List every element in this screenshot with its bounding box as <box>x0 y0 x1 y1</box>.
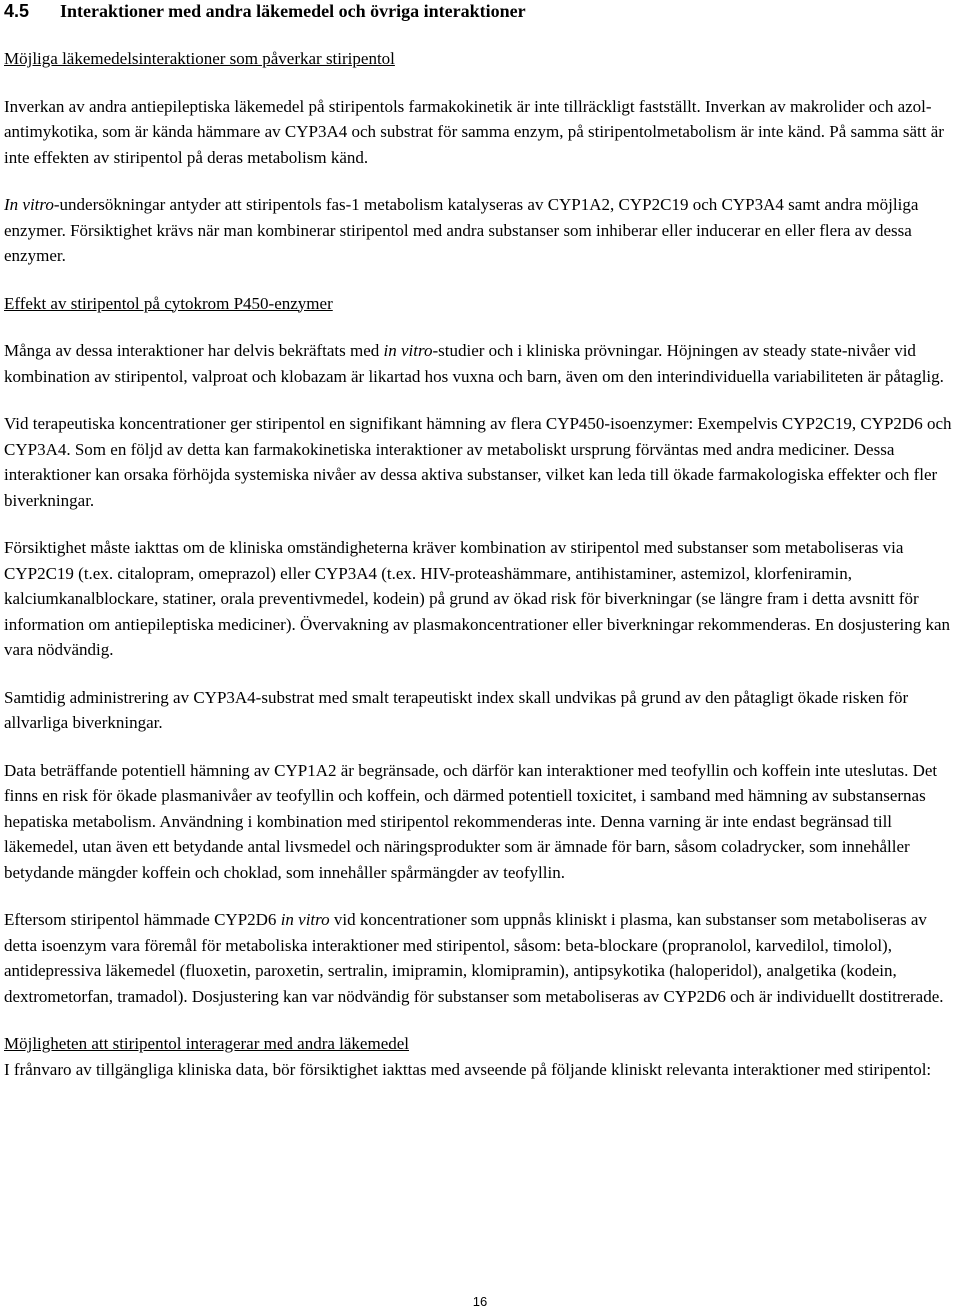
subheading-possible-interactions: Möjligheten att stiripentol interagerar med andra läkemedel <box>4 1034 410 1053</box>
paragraph-clinical-data-absence: I frånvaro av tillgängliga kliniska data, bör försiktighet iakttas med avseende på följande kliniskt relevanta interaktioner med stiripentol: <box>4 1059 932 1079</box>
paragraph-in-vitro-metabolism <box>4 192 958 269</box>
paragraph-therapeutic-concentrations: Vid terapeutiska koncentrationer ger stiripentol en signifikant hämning av flera CYP450-isoenzymer: Exempelvis CYP2C19, CYP2D6 och CYP3A4. Som en följd av detta kan farmakokinetiska interaktioner av metaboliskt ursprung förväntas med andra mediciner. Dessa interaktioner kan orsaka förhöjda systemiska nivåer av dessa aktiva substanser, vilket kan leda till ökade farmakologiska effekter och fler biverkningar. <box>4 414 952 510</box>
paragraph-caution-cyp2c19-cyp3a4: Försiktighet måste iakttas om de kliniska omständigheterna kräver kombination av stiripentol med substanser som metaboliseras via CYP2C19 (t.ex. citalopram, omeprazol) eller CYP3A4 (t.ex. HIV-proteashämmare, antihistaminer, astemizol, klorfeniramin, kalciumkanalblockare, statiner, orala preventivmedel, kodein) på grund av ökad risk för biverkningar (se längre fram i detta avsnitt för information om antiepileptiska mediciner). Övervakning av plasmakoncentrationer eller biverkningar rekommenderas. En dosjustering kan vara nödvändig. <box>4 538 951 659</box>
paragraph-text: Eftersom stiripentol hämmade CYP2D6 <box>4 910 281 929</box>
section-heading <box>4 0 958 22</box>
page-number: 16 <box>472 1294 488 1309</box>
paragraph-text: Många av dessa interaktioner har delvis bekräftats med <box>4 341 384 360</box>
italic-in-vitro: in vitro <box>383 341 433 360</box>
paragraph-cyp1a2-theophylline-caffeine: Data beträffande potentiell hämning av CYP1A2 är begränsade, och därför kan interaktioner med teofyllin och koffein inte uteslutas. Det finns en risk för ökade plasmanivåer av teofyllin och koffein, och därmed potentiell toxicitet, i samband med hämning av substansernas hepatiska metabolism. Användning i kombination med stiripentol rekommenderas inte. Denna varning är inte endast begränsad till läkemedel, utan även ett betydande antal livsmedel och näringsprodukter som är ämnade för barn, såsom coladrycker, som innehåller betydande mängder koffein och choklad, som innehåller spårmängder av teofyllin. <box>4 760 938 882</box>
paragraph-confirmed-interactions <box>4 338 958 389</box>
section-number: 4.5 <box>4 1 30 21</box>
paragraph-text: -studier och i kliniska prövningar. Höjningen av steady state-nivåer vid kombination av stiripentol, valproat och klobazam är likartad hos vuxna och barn, även om den interindividuella variabiliteten är påtaglig. <box>4 341 944 386</box>
italic-in-vitro: In vitro <box>4 195 54 214</box>
paragraph-text: vid koncentrationer som uppnås kliniskt i plasma, kan substanser som metaboliseras av detta isoenzym vara föremål för metaboliska interaktioner med stiripentol, såsom: beta-blockare (propranolol, karvedilol, timolol), antidepressiva läkemedel (fluoxetin, paroxetin, sertralin, imipramin, klomipramin), antipsykotika (haloperidol), analgetika (kodein, dextrometorfan, tramadol). Dosjustering kan var nödvändig för substanser som metaboliseras av CYP2D6 och är individuellt dostitrerade. <box>4 910 944 1006</box>
subheading-drug-interactions-affecting-stiripentol: Möjliga läkemedelsinteraktioner som påverkar stiripentol <box>4 49 395 68</box>
paragraph-antiepileptic-influence: Inverkan av andra antiepileptiska läkemedel på stiripentols farmakokinetik är inte tillräckligt fastställt. Inverkan av makrolider och azol-antimykotika, som är kända hämmare av CYP3A4 och substrat för samma enzym, på stiripentolmetabolism är inte känd. På samma sätt är inte effekten av stiripentol på deras metabolism känd. <box>4 96 944 167</box>
paragraph-narrow-therapeutic-index: Samtidig administrering av CYP3A4-substrat med smalt terapeutiskt index skall undvikas på grund av den påtagligt ökade risken för allvarliga biverkningar. <box>4 687 909 732</box>
paragraph-cyp2d6-inhibition <box>4 907 958 1009</box>
section-title: Interaktioner med andra läkemedel och övriga interaktioner <box>60 1 526 21</box>
document-page <box>4 0 958 1104</box>
subheading-cytochrome-effect: Effekt av stiripentol på cytokrom P450-enzymer <box>4 293 333 313</box>
paragraph-text: -undersökningar antyder att stiripentols fas-1 metabolism katalyseras av CYP1A2, CYP2C19 och CYP3A4 samt andra möjliga enzymer. Försiktighet krävs när man kombinerar stiripentol med andra substanser som inhiberar eller inducerar en eller flera av dessa enzymer. <box>4 195 919 265</box>
italic-in-vitro: in vitro <box>280 910 330 929</box>
